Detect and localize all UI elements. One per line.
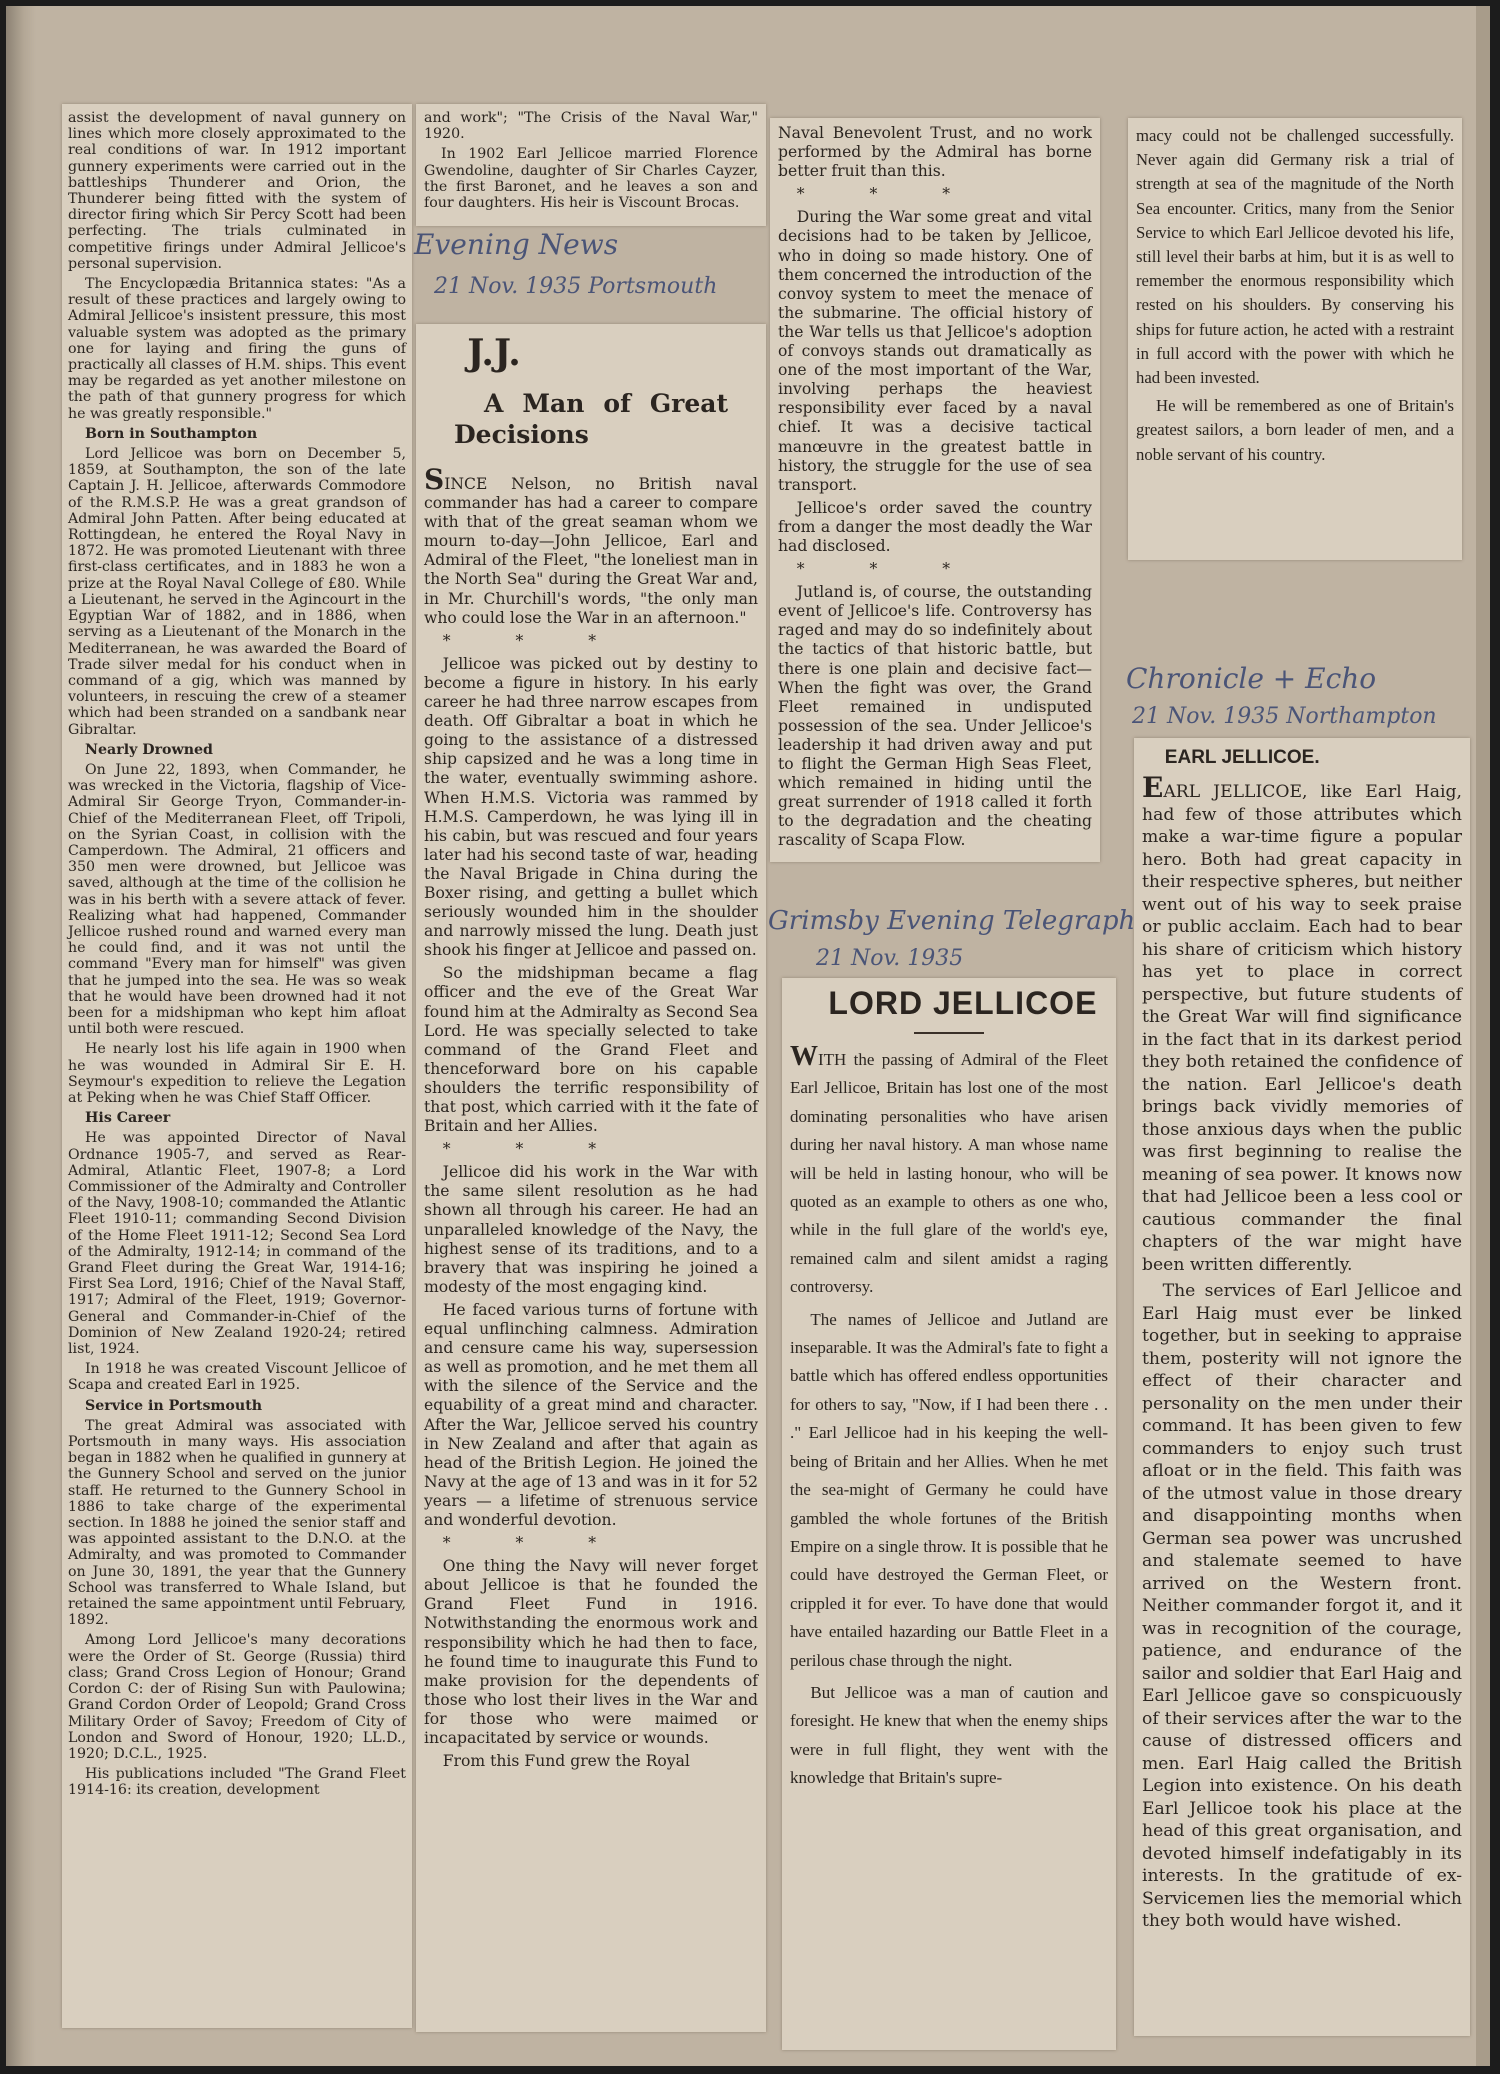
paragraph: Jutland is, of course, the outstanding event of Jellicoe's life. Controversy has raged and may do so indefinitely about the tactics of that historic battle, but there is one plain and decisive fact—When the fight was over, the Grand Fleet remained in undisputed possession of the sea. Under Jellicoe's leadership it had driven away and put to flight the German High Seas Fleet, which remained in hiding until the great surrender of 1918 called it forth to the degradation and the cheating rascality of Scapa Flow. [778,583,1092,850]
section-divider: * * * [796,560,981,579]
paragraph: Lord Jellicoe was born on December 5, 1859, at Southampton, the son of the late Captain J. H. Jellicoe, afterwards Commodore of the R.M.S.P. He was a great grandson of Admiral John Patten. After being educated at Rottingdean, he entered the Royal Navy in 1872. He was promoted Lieutenant with three first-class certificates, and in 1883 he won a prize at the Royal Naval College of £80. While a Lieutenant, he served in the Agincourt in the Egyptian War of 1882, and in 1886, when serving as a Lieutenant of the Monarch in the Mediterranean, he was awarded the Board of Trade silver medal for his conduct when in command of a gig, which was manned by volunteers, in rescuing the crew of a steamer which had been stranded on a sandbank near Gibraltar. [68,446,406,738]
handwritten-source-chronicle: Chronicle + Echo [1126,662,1377,695]
paragraph: In 1918 he was created Viscount Jellicoe of Scapa and created Earl in 1925. [68,1361,406,1394]
handwritten-date-grimsby: 21 Nov. 1935 [816,946,964,971]
paragraph: WITH the passing of Admiral of the Fleet Earl Jellicoe, Britain has lost one of the most dominating personalities who have arisen during her naval history. A man whose name will be held in lasting honour, who will be quoted as an example to others as one who, while in the full glare of the world's eye, remained calm and silent amidst a raging controversy. [790,1041,1108,1297]
drop-cap: S [424,463,445,496]
paragraph: assist the development of naval gunnery on lines which more closely approximated to the real conditions of war. In 1912 important gunnery experiments were carried out in the battleships Thunderer and Orion, the Thunderer being fitted with the system of director firing which Sir Percy Scott had been perfecting. The trials culminated in competitive firings under Admiral Jellicoe's personal supervision. [68,110,406,272]
handwritten-source-grimsby: Grimsby Evening Telegraph [768,906,1136,936]
article-title: LORD JELLICOE [828,985,1098,1021]
paragraph: He nearly lost his life again in 1900 when he was wounded in Admiral Sir E. H. Seymour's expedition to relieve the Legation at Peking when he was Chief Staff Officer. [68,1041,406,1106]
clipping-earl-jellicoe [1134,738,1470,2036]
paragraph: So the midshipman became a flag officer and the eve of the Great War found him at the Admiralty as Second Sea Lord. He was specially selected to take command of the Grand Fleet and thenceforward bore on his capable shoulders the terrific responsibility of that post, which carried with it the fate of Britain and her Allies. [424,964,758,1136]
clipping-obituary-column [62,104,412,2028]
subheading: His Career [85,1110,171,1127]
paragraph: He will be remembered as one of Britain's greatest sailors, a born leader of men, and a noble servant of his country. [1136,396,1454,464]
drop-cap: W [790,1041,818,1072]
paragraph: His publications included "The Grand Fleet 1914-16: its creation, development [68,1766,406,1799]
paragraph: Jellicoe did his work in the War with the same silent resolution as he had shown all through his career. He had an unparalleled knowledge of the Navy, the highest sense of its traditions, and to a bravery that was inspiring he joined a modesty of the most engaging kind. [424,1163,758,1296]
clipping-lord-jellicoe-continuation [1128,118,1462,560]
section-divider: * * * [442,1534,627,1553]
paragraph: The services of Earl Jellicoe and Earl Haig must ever be linked together, but in seeking to appraise them, posterity will not ignore the effect of their character and personality on the men under their command. It has been given to few commanders to enjoy such trust afloat or in the field. This faith was of the utmost value in those dreary and disappointing months when German sea power was uncrushed and stalemate seemed to have arrived on the Western front. Neither commander forgot it, and it was in recognition of the courage, patience, and endurance of the sailor and soldier that Earl Haig and Earl Jellicoe gave so conspicuously of their services after the war to the cause of distressed officers and men. Earl Haig called the British Legion into existence. On his death Earl Jellicoe took his place at the head of this great organisation, and devoted himself indefatigably in its interests. In the gratitude of ex-Servicemen lies the memorial which they both would have wished. [1142,1281,1462,1931]
paragraph: EARL JELLICOE, like Earl Haig, had few of those attributes which make a war-time figure a popular hero. Both had great capacity in their respective spheres, but neither went out of his way to seek praise or public acclaim. Each had to bear his share of criticism which history has yet to place in correct perspective, but future students of the Great War will find significance in the fact that in its darkest period they both retained the confidence of the nation. Earl Jellicoe's death brings back vividly memories of those anxious days when the public was first beginning to realise the meaning of sea power. It knows now that had Jellicoe been a less cool or cautious commander the final chapters of the war might have been written differently. [1142,771,1462,1275]
section-divider: * * * [442,631,627,650]
section-divider: * * * [796,185,981,204]
paragraph: macy could not be challenged successfully. Never again did Germany risk a trial of strength at sea of the magnitude of the North Sea encounter. Critics, many from the Senior Service to which Earl Jellicoe devoted his life, still level their barbs at him, but it is as well to remember the enormous responsibility which rested on his shoulders. By conserving his ships for future action, he acted with a restraint in full accord with the power with which he had been invested. [1136,126,1454,388]
paragraph: He faced various turns of fortune with equal unflinching calmness. Admiration and censure came his way, supersession as well as promotion, and he met them all with the silence of the Service and the equability of a great mind and character. After the War, Jellicoe served his country in New Zealand and after that again as head of the British Legion. He joined the Navy at the age of 13 and was in it for 52 years — a lifetime of strenuous service and wonderful devotion. [424,1300,758,1529]
paragraph: Jellicoe was picked out by destiny to become a figure in history. In his early career he had three narrow escapes from death. Off Gibraltar a boat in which he going to the assistance of a distressed ship capsized and he was a long time in the water, eventually swimming ashore. When H.M.S. Victoria was rammed by H.M.S. Camperdown, he was lying ill in his cabin, but was rescued and four years later had his second taste of war, heading the Naval Brigade in China during the Boxer rising, and getting a bullet which seriously wounded him in the shoulder and narrowly missed the lung. Death just shook his finger at Jellicoe and passed on. [424,654,758,960]
handwritten-source-evening-news: Evening News [414,228,619,261]
drop-cap: E [1142,771,1164,804]
paragraph: He was appointed Director of Naval Ordnance 1905-7, and served as Rear-Admiral, Atlantic Fleet, 1907-8; a Lord Commissioner of the Admiralty and Controller of the Navy, 1908-10; commanded the Atlantic Fleet 1910-11; commanding Second Division of the Home Fleet 1911-12; Second Sea Lord of the Admiralty, 1912-14; in command of the Grand Fleet during the Great War, 1914-16; First Sea Lord, 1916; Chief of the Naval Staff, 1917; Admiral of the Fleet, 1919; Governor-General and Commander-in-Chief of the Dominion of New Zealand 1920-24; retired list, 1924. [68,1130,406,1358]
paragraph: On June 22, 1893, when Commander, he was wrecked in the Victoria, flagship of Vice-Admiral Sir George Tryon, Commander-in-Chief of the Mediterranean Fleet, off Tripoli, on the Syrian Coast, in collision with the Camperdown. The Admiral, 21 officers and 350 men were drowned, but Jellicoe was saved, although at the time of the collision he was in his berth with a severe attack of fever. Realizing what had happened, Commander Jellicoe rushed round and warned every man he could find, and it was not until the command "Every man for himself" was given that he jumped into the sea. He was so weak that he would have been drowned had it not been for a midshipman who kept him afloat until both were rescued. [68,761,406,1038]
paragraph: Naval Benevolent Trust, and no work performed by the Admiral has borne better fruit than this. [778,124,1092,181]
paragraph: Among Lord Jellicoe's many decorations were the Order of St. George (Russia) third class; Grand Cross Legion of Honour; Grand Cordon C: der of Rising Sun with Paulowina; Grand Cordon Order of Leopold; Grand Cross Military Order of Savoy; Freedom of City of London and Sword of Honour, 1920; LL.D., 1920; D.C.L., 1925. [68,1632,406,1762]
subheading: Nearly Drowned [85,741,213,758]
paragraph: The Encyclopædia Britannica states: "As a result of these practices and largely owing to Admiral Jellicoe's insistent pressure, this most valuable system was adopted as the primary one for laying and firing the guns of practically all classes of H.M. ships. This event may be regarded as yet another milestone on the path of that gunnery progress for which he was greatly responsible." [68,276,406,422]
clipping-jj-continuation [770,118,1100,862]
paragraph: The names of Jellicoe and Jutland are inseparable. It was the Admiral's fate to fight a battle which has offered endless opportunities for others to say, "Now, if I had been there . . ." Earl Jellicoe had in his keeping the well-being of Britain and her Allies. When he met the sea-might of Germany he could have gambled the whole fortunes of the British Empire on a single throw. It is possible that he could have destroyed the German Fleet, or crippled it for ever. To have done that would have entailed hazarding our Battle Fleet in a perilous chase through the night. [790,1309,1108,1670]
page-binding [6,6,36,2066]
section-divider: * * * [442,1140,627,1159]
article-subtitle: A Man of Great Decisions [454,389,728,449]
paragraph: and work"; "The Crisis of the Naval War," 1920. [424,110,758,143]
paragraph: In 1902 Earl Jellicoe married Florence Gwendoline, daughter of Sir Charles Cayzer, the first Baronet, and he leaves a son and four daughters. His heir is Viscount Brocas. [424,146,758,212]
paragraph: One thing the Navy will never forget about Jellicoe is that he founded the Grand Fleet Fund in 1916. Notwithstanding the enormous work and responsibility which he had then to face, he found time to inaugurate this Fund to make provision for the dependents of those who lost their lives in the War and for those who were maimed or incapacitated by service or wounds. [424,1557,758,1747]
handwritten-date-evening-news: 21 Nov. 1935 Portsmouth [434,274,718,299]
clipping-obituary-end [416,104,766,226]
article-title: EARL JELLICOE. [1164,747,1320,768]
article-title: J.J. [467,332,521,374]
scrapbook-page [6,6,1490,2066]
paragraph: But Jellicoe was a man of caution and foresight. He knew that when the enemy ships were in full flight, they went with the knowledge that Britain's supre- [790,1682,1108,1788]
clipping-lord-jellicoe [782,978,1116,2050]
paragraph: The great Admiral was associated with Portsmouth in many ways. His association began in 1882 when he qualified in gunnery at the Gunnery School and served on the junior staff. He returned to the Gunnery School in 1886 to take charge of the experimental section. In 1888 he joined the senior staff and was appointed assistant to the D.N.O. at the Admiralty, and was promoted to Commander on June 30, 1891, the year that the Gunnery School was transferred to Whale Island, but retained the same appointment until February, 1892. [68,1417,406,1629]
paragraph: Jellicoe's order saved the country from a danger the most deadly the War had disclosed. [778,498,1092,555]
subheading: Service in Portsmouth [85,1397,263,1414]
clipping-jj-article [416,324,766,2032]
paragraph: SINCE Nelson, no British naval commander has had a career to compare with that of the great seaman whom we mourn to-day—John Jellicoe, Earl and Admiral of the Fleet, "the loneliest man in the North Sea" during the Great War and, in Mr. Churchill's words, "the only man who could lose the War in an afternoon." [424,463,758,627]
paragraph: From this Fund grew the Royal [442,1752,690,1771]
paragraph: During the War some great and vital decisions had to be taken by Jellicoe, who in doing so made history. One of them concerned the introduction of the convoy system to meet the menace of the submarine. The official history of the War tells us that Jellicoe's adoption of convoys stands out dramatically as one of the most important of the War, involving perhaps the heaviest responsibility ever faced by a naval chief. It was a decisive tactical manœuvre in the greatest battle in history, the struggle for the use of sea transport. [778,208,1092,494]
subheading: Born in Southampton [85,425,258,442]
handwritten-date-chronicle: 21 Nov. 1935 Northampton [1132,704,1437,729]
title-rule [914,1032,984,1034]
